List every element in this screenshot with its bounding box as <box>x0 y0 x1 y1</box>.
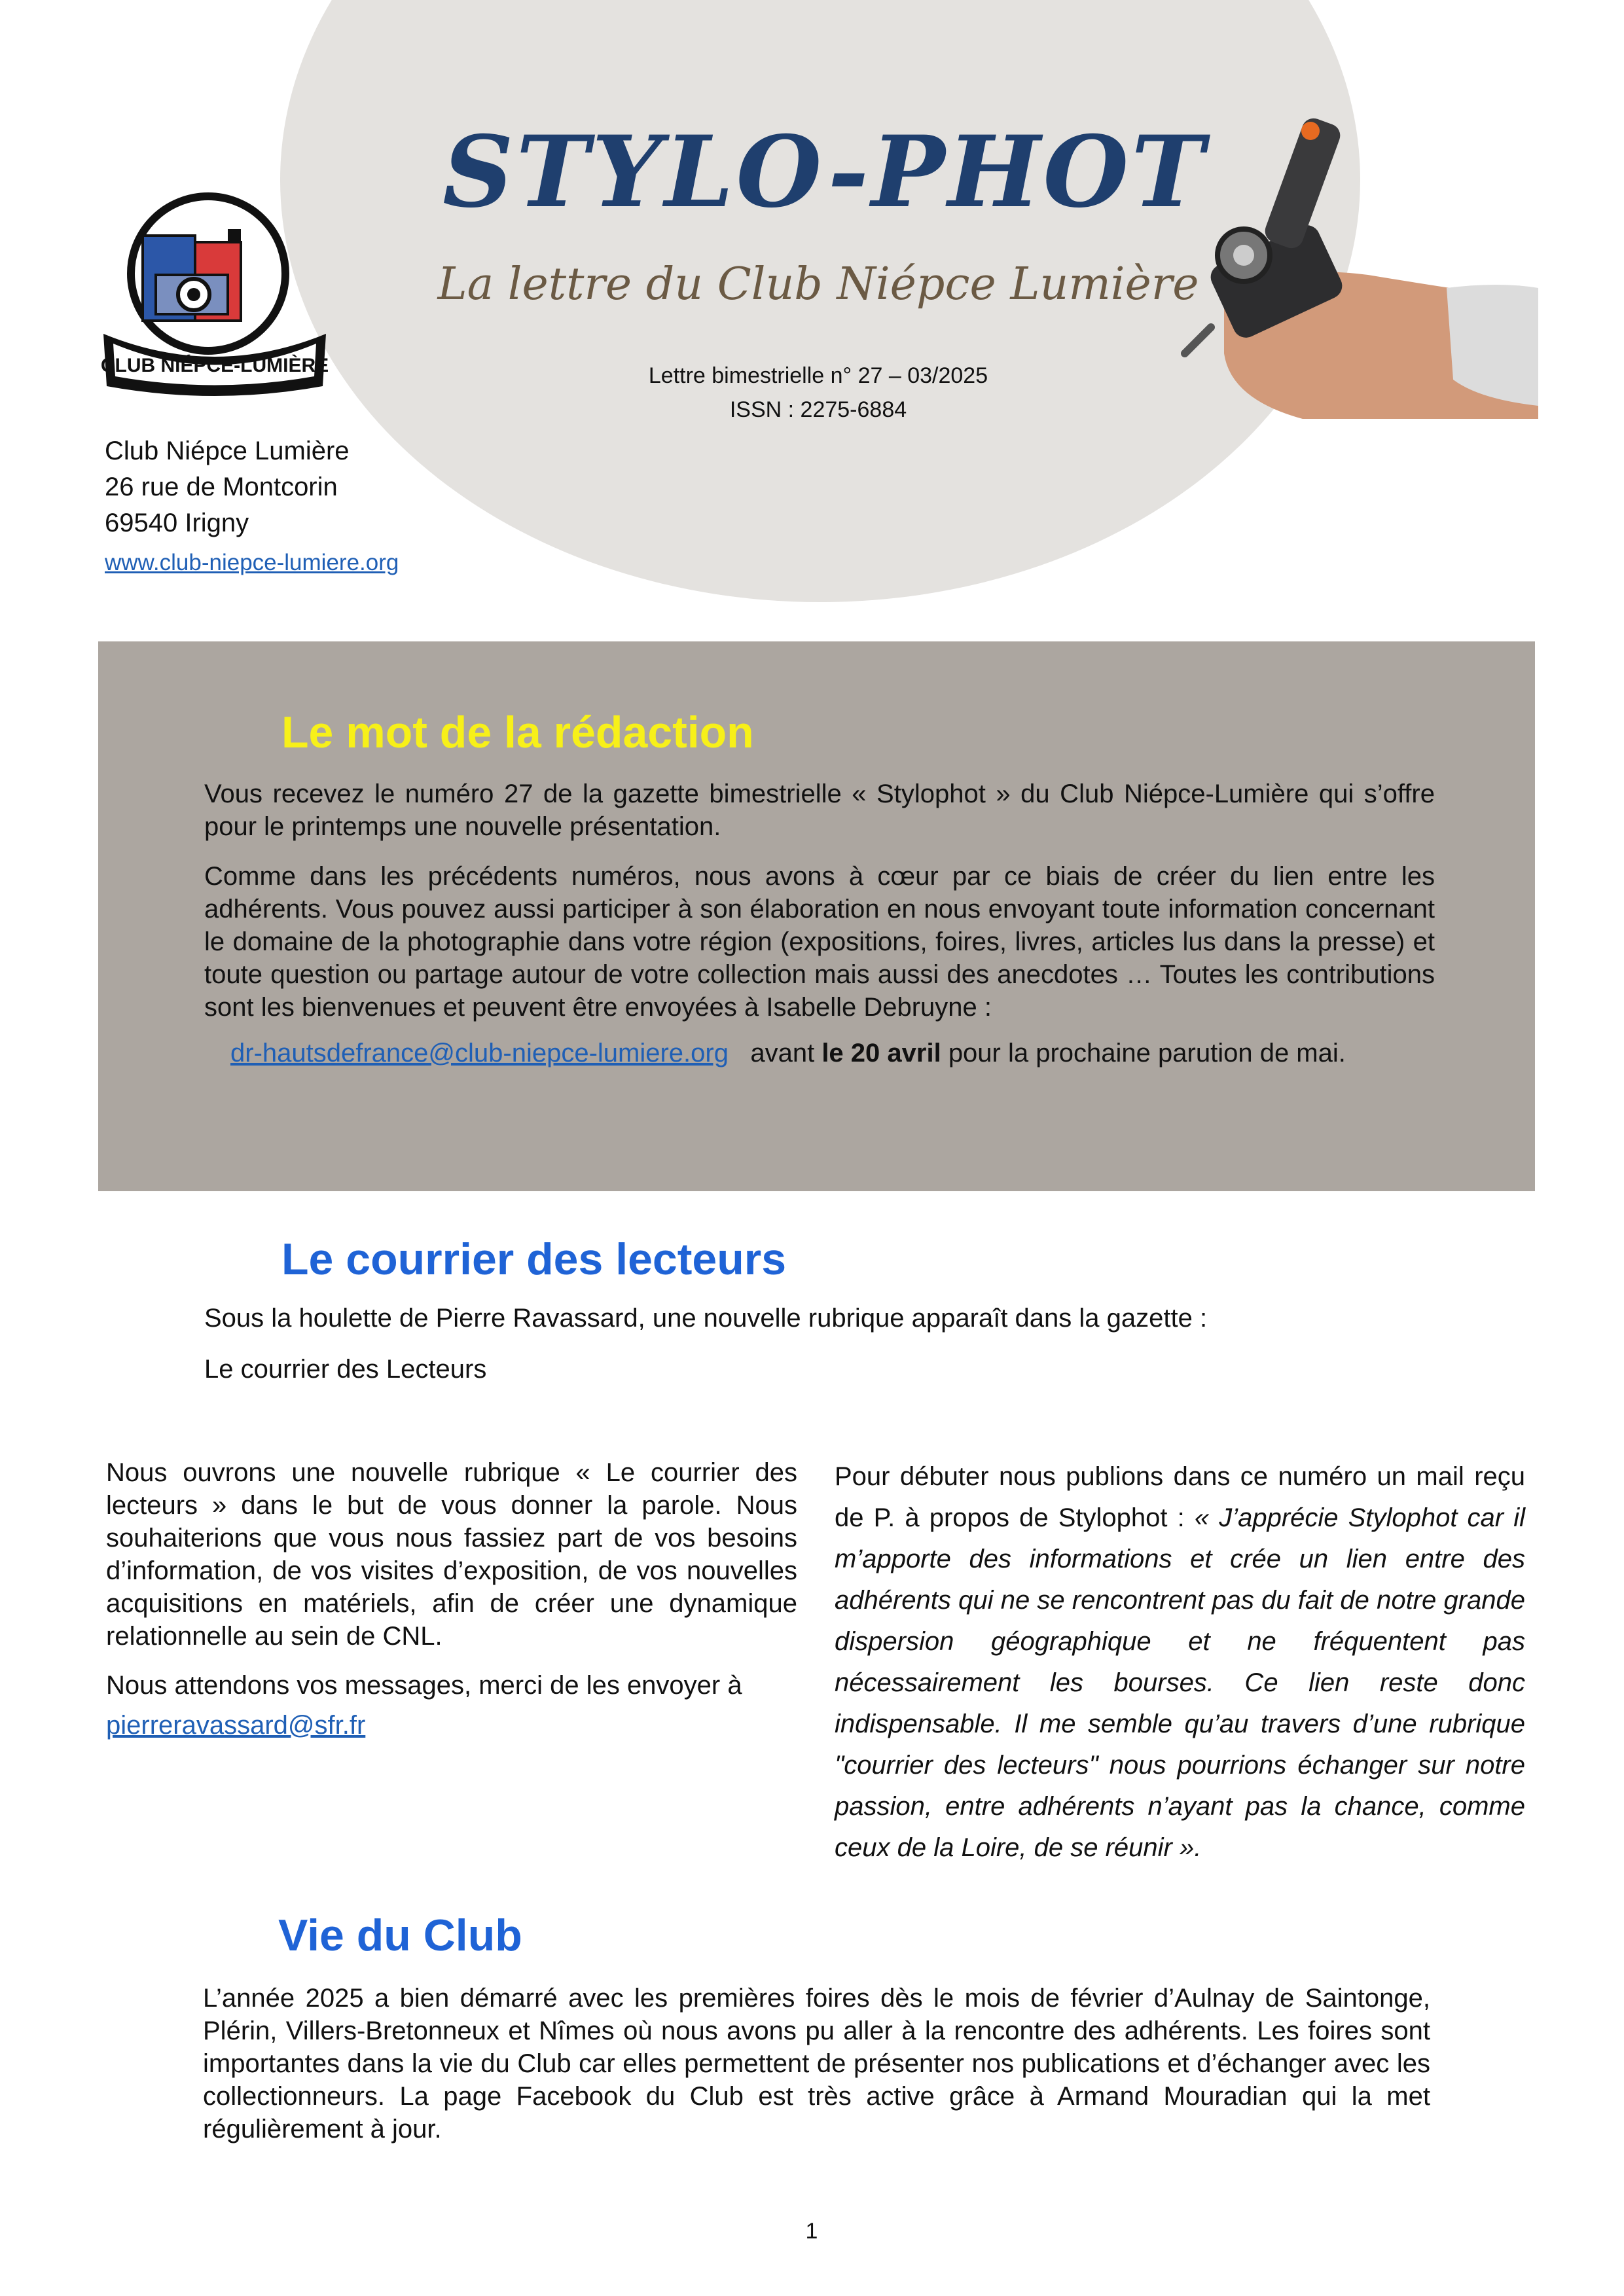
courrier-left-paragraph-2: Nous attendons vos messages, merci de les envoyer à <box>106 1671 742 1700</box>
redaction-title: Le mot de la rédaction <box>281 708 754 757</box>
address-name: Club Niépce Lumière <box>105 437 350 465</box>
newsletter-subtitle: La lettre du Club Niépce Lumière <box>437 259 1199 310</box>
vie-club-paragraph: L’année 2025 a bien démarré avec les premières foires dès le mois de février d’Aulnay de Saintonge, Plérin, Villers-Bretonneux et Nîmes où nous avons pu aller à la rencontre des adhérents. Les foires sont importantes dans la vie du Club car elles permettent de présenter nos publications et d’échanger avec les collectionneurs. La page Facebook du Club est très active grâce à Armand Mouradian qui la met régulièrement à jour. <box>203 1984 1430 2144</box>
logo-text: CLUB NIÉPCE-LUMIÈRE <box>100 355 329 376</box>
courrier-intro-1: Sous la houlette de Pierre Ravassard, une nouvelle rubrique apparaît dans la gazette : <box>204 1304 1208 1333</box>
website-link[interactable]: www.club-niepce-lumiere.org <box>105 550 399 575</box>
courrier-email-link[interactable]: pierreravassard@sfr.fr <box>106 1711 366 1740</box>
redaction-paragraph-2: Comme dans les précédents numéros, nous avons à cœur par ce biais de créer du lien entre les adhérents. Vous pouvez aussi participer à son élaboration en nous envoyant toute information concernant le domaine de la photographie dans votre région (expositions, foires, livres, articles lus dans la presse) et toute question ou partage autour de votre collection mais aussi des anecdotes … Toutes les contributions sont les bienvenues et peuvent être envoyées à Isabelle Debruyne : <box>204 862 1435 1022</box>
vie-club-title: Vie du Club <box>278 1910 522 1960</box>
courrier-intro-2: Le courrier des Lecteurs <box>204 1355 487 1384</box>
address-city: 69540 Irigny <box>105 509 249 537</box>
issue-number: Lettre bimestrielle n° 27 – 03/2025 <box>648 363 988 388</box>
club-address <box>105 433 350 541</box>
redaction-contact <box>230 1039 1346 1068</box>
redaction-email-link[interactable]: dr-hautsdefrance@club-niepce-lumiere.org <box>230 1039 729 1067</box>
address-street: 26 rue de Montcorin <box>105 473 338 501</box>
club-logo <box>97 190 333 399</box>
courrier-title: Le courrier des lecteurs <box>281 1234 787 1284</box>
courrier-left-paragraph: Nous ouvrons une nouvelle rubrique « Le courrier des lecteurs » dans le but de vous donner la parole. Nous souhaiterions que vous nous fassiez part de vos besoins d’information, de vos visites d’exposition, de vos nouvelles acquisitions en matériels, afin de créer une dynamique relationnelle au sein de CNL. <box>106 1458 797 1651</box>
page-number: 1 <box>805 2219 818 2244</box>
issue-info <box>524 359 1113 427</box>
redaction-deadline: le 20 avril <box>821 1039 941 1067</box>
newsletter-title: STYLO-PHOT <box>442 115 1207 230</box>
issn: ISSN : 2275-6884 <box>729 397 907 422</box>
redaction-after-date: pour la prochaine parution de mai. <box>948 1039 1346 1067</box>
redaction-paragraph-1: Vous recevez le numéro 27 de la gazette bimestrielle « Stylophot » du Club Niépce-Lumière qui s’offre pour le printemps une nouvelle présentation. <box>204 780 1435 841</box>
redaction-before-date: avant <box>750 1039 815 1067</box>
reader-quote: « J’apprécie Stylophot car il m’apporte des informations et crée un lien entre des adhérents qui ne se rencontrent pas du fait de notre grande dispersion géographique et ne fréquentent pas nécessairement les bourses. Ce lien reste donc indispensable. Il me semble qu’au travers d’une rubrique "courrier des lecteurs" nous pourrions échanger sur notre passion, entre adhérents n’ayant pas la chance, comme ceux de la Loire, de se réunir ». <box>835 1503 1525 1862</box>
courrier-right-intro: Pour débuter nous publions dans ce numéro un mail reçu de P. à propos de Stylophot : <box>835 1462 1525 1532</box>
courrier-right-column <box>835 1456 1525 1869</box>
